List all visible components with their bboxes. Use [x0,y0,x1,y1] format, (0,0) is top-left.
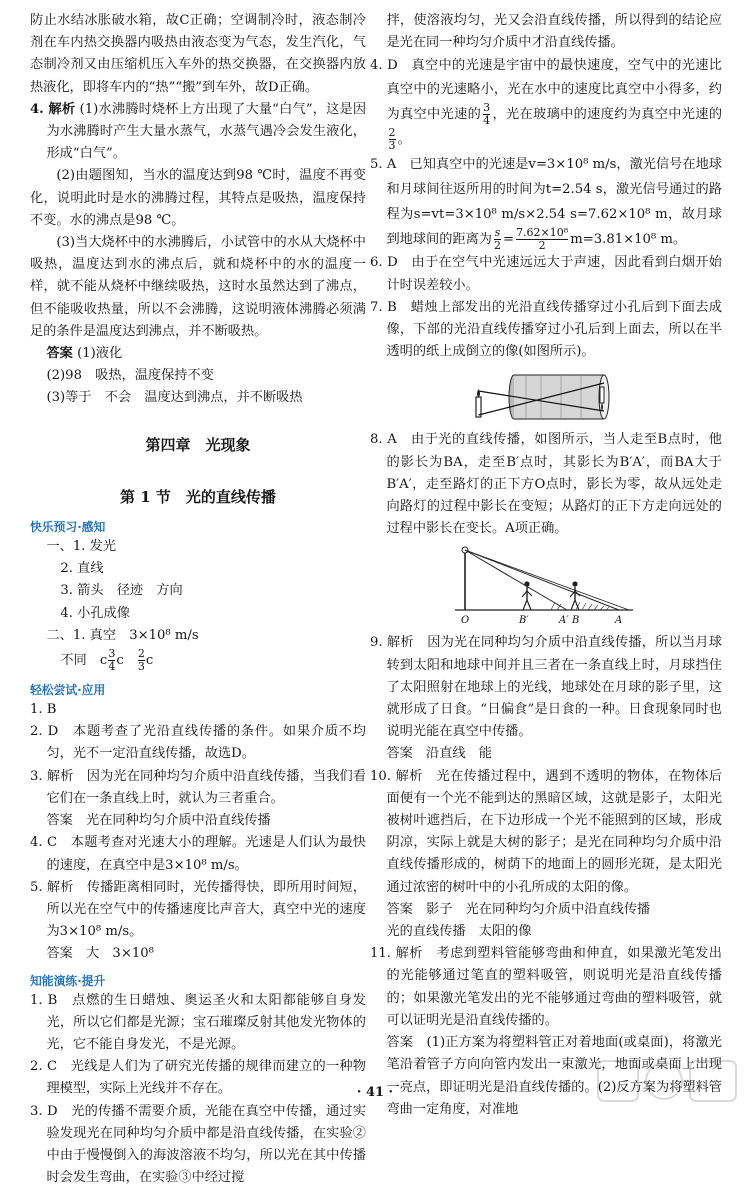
fraction-3-4 [483,102,490,127]
lesson-title: 第 1 节 光的直线传播 [120,487,276,506]
q4-label: 4. 解析 [30,101,76,117]
practice-4-text-c: 。 [397,132,411,148]
practice-8: 8. A 由于光的直线传播，如图所示，当人走至B点时，他的影长为BA，走至B′点时，其影长为B′A′，而BA大于B′A′，走至路灯的正下方O点时，影长为零，故从远处走向路灯的过程中影长在变短；从路灯的正下方走向远处的过程中影长在变长。A项正确。 [370,432,722,537]
q4-answer-1: (1)液化 [77,346,123,362]
q4-text-1: (1)水沸腾时烧杯上方出现了大量“白气”，这是因为水沸腾时产生大量水蒸气，水蒸气遇冷会发生液化，形成“白气”。 [46,101,367,162]
practice-3: 3. D 光的传播不需要介质，光能在真空中传播，通过实验发现光在同种均匀介质中都是沿直线传播，在实验②中由于慢慢倒入的海波溶液不均匀，所以光在其中传播时会发生弯曲，在实验③中经过搅 [30,1103,366,1186]
practice-6: 6. D 由于在空气中光速远远大于声速，因此看到白烟开始计时误差较小。 [370,255,722,293]
preview-5: 二、1. 真空 3×10⁸ m/s [46,627,199,643]
label-a-prime: A′ [559,615,569,627]
practice-10-answer-1: 答案 影子 光在同种均匀介质中沿直线传播 [386,901,651,917]
fraction-s-2 [494,227,501,252]
q4-text-2: (2)由题图知，当水的温度达到98 ℃时，温度不再变化，说明此时是水的沸腾过程，其特点是吸热，温度保持不变。水的沸点是98 ℃。 [30,168,366,228]
fraction-num: 2 [137,647,145,661]
fraction-num: s [494,226,501,240]
preview-4: 4. 小孔成像 [60,605,130,621]
candle [476,389,481,417]
section-try: 轻松尝试·应用 [30,683,106,698]
practice-5 [370,152,722,252]
fraction-3-4 [108,648,115,673]
label-a: A [615,615,623,627]
fraction-num: 7.62×10⁸ [516,226,569,240]
fraction-den: 4 [108,660,116,674]
label-o: O [461,615,470,627]
q4-answer [30,343,366,365]
fraction-den: 3 [388,139,396,153]
try-4: 4. C 本题考查对光速大小的理解。光速是人们认为最快的速度，在真空中是3×10⁸ m/s。 [30,835,366,873]
page-number: · 41 · [356,1085,394,1100]
practice-4 [370,54,722,152]
section-practice: 知能演练·提升 [30,973,106,988]
fraction-den: 2 [538,239,546,253]
pinhole-camera-figure [466,367,626,425]
q4-text-3: (3)当大烧杯中的水沸腾后，小试管中的水从大烧杯中吸热，温度达到水的沸点后，就和烧杯中的水的温度一样，就不能从烧杯中继续吸热，这时水虽然达到了沸点，但不能吸收热量，所以不会沸腾，这说明液体沸腾必须满足的条件是温度达到沸点，并不断吸热。 [30,235,366,339]
practice-4-text-b: ，光在玻璃中的速度约为真空中光速的 [492,107,723,123]
shadow-lines [465,550,629,610]
street-lamp-shadow-figure [451,544,641,628]
fraction-num: 2 [388,126,396,140]
try-1: 1. B [30,702,57,718]
q4-analysis [30,99,366,166]
practice-10-answer-2: 光的直线传播 太阳的像 [386,924,532,940]
practice-11: 11. 解析 考虑到塑料管能够弯曲和伸直，如果激光笔发出的光能够通过笔直的塑料吸管，则说明光是沿直线传播的；如果激光笔发出的光不能够通过弯曲的塑料吸管，就可以证明光是沿直线传播的。 [370,946,722,1028]
practice-5-eq: = [503,232,515,248]
right-column [370,10,722,1121]
practice-7: 7. B 蜡烛上部发出的光沿直线传播穿过小孔后到下面去成像，下部的光沿直线传播穿过小孔后到上面去，所以在半透明的纸上成倒立的像(如图所示)。 [370,299,722,360]
preview-3: 3. 箭头 径迹 方向 [60,583,183,599]
preview-1: 一、1. 发光 [46,539,117,555]
para-cont: 防止水结冰胀破水箱，故C正确；空调制冷时，液态制冷剂在车内热交换器内吸热由液态变为气态，发生汽化，气态制冷剂又由压缩机压入车外的热交换器，在交换器内放热液化，即将车内的“热”“搬”到车外，故D正确。 [30,13,366,95]
try-2: 2. D 本题考查了光沿直线传播的条件。如果介质不均匀，光不一定沿直线传播，故选D。 [30,724,366,762]
label-b: B [572,615,580,627]
walking-person-near [522,582,532,611]
try-5: 5. 解析 传播距离相同时，光传播得快，即所用时间短，所以光在空气中的传播速度比声音大，真空中光的速度为3×10⁸ m/s。 [30,879,366,940]
fraction-2-3 [138,648,145,673]
preview-6-text: 不同 c [60,653,108,669]
practice-11-answer: 答案 (1)正方案为将塑料管正对着地面(或桌面)，将激光笔沿着管子方向向管内发出一束激光，地面或桌面上出现一亮点，即证明光是沿直线传播的。(2)反方案为将塑料管弯曲一定角度，对准地 [386,1035,722,1117]
practice-9-answer: 答案 沿直线 能 [386,746,492,762]
preview-2: 2. 直线 [60,561,104,577]
fraction-num: 3 [483,101,491,115]
practice-1: 1. B 点燃的生日蜡烛、奥运圣火和太阳都能够自身发光，所以它们都是光源；宝石璀璨反射其他发光物体的光，它不能自身发光，不是光源。 [30,992,366,1052]
practice-3-cont: 拌，使溶液均匀，光又会沿直线传播，所以得到的结论应是光在同一种均匀介质中才沿直线传播。 [386,13,722,51]
watermark-logo [594,1055,744,1111]
fraction-distance [516,227,568,252]
practice-5-text: 5. A 已知真空中的光速是v=3×10⁸ m/s，激光信号在地球和月球间往返所用的时间为t=2.54 s，激光信号通过的路程为s=vt=3×10⁸ m/s×2.54 s=7.62×10⁸ m，故月球到地球间的距离为 [370,157,722,248]
q4-answer-3: (3)等于 不会 温度达到沸点，并不断吸热 [46,390,303,406]
preview-6 [30,647,366,675]
left-column [30,10,366,1189]
try-5-answer: 答案 大 3×10⁸ [46,946,154,962]
fraction-den: 3 [137,660,145,674]
camera-box [509,375,609,419]
section-preview: 快乐预习·感知 [30,520,106,535]
q4-answer-2: (2)98 吸热，温度保持不变 [46,368,214,384]
street-lamp [462,547,468,610]
fraction-num: 3 [108,647,116,661]
practice-10: 10. 解析 光在传播过程中，遇到不透明的物体，在物体后面便有一个光不能到达的黑暗区域，这就是影子，太阳光被树叶遮挡后，在下边形成一个光不能照到的区域，形成阴凉，实际上就是大树的影子；是光在同种均匀介质中沿直线传播形成的，树荫下的地面上的圆形光斑，是太阳光通过浓密的树叶中的小孔所成的太阳的像。 [370,768,722,895]
chapter-title: 第四章 光现象 [145,435,251,454]
practice-9: 9. 解析 因为光在同种均匀介质中沿直线传播，所以当月球转到太阳和地球中间并且三者在一条直线上时，月球挡住了太阳照射在地球上的光线，地球处在月球的影子里，这就形成了日食。“日偏食”是日食的一种。日食现象同时也说明光能在真空中传播。 [370,635,722,740]
try-3: 3. 解析 因为光在同种均匀介质中沿直线传播，当我们看它们在一条直线上时，就认为三者重合。 [30,768,366,806]
label-b-prime: B′ [519,615,529,627]
answer-label: 答案 [46,346,73,362]
practice-5-result: m=3.81×10⁸ m。 [570,232,687,248]
preview-6-mid: c [116,653,137,669]
point-labels [461,615,622,626]
practice-2: 2. C 光线是人们为了研究光传播的规律而建立的一种物理模型，实际上光线并不存在。 [30,1059,366,1097]
fraction-2-3 [389,127,396,152]
try-3-answer: 答案 光在同种均匀介质中沿直线传播 [46,813,271,829]
fraction-den: 4 [483,114,491,128]
practice-4-text: 4. D 真空中的光速是宇宙中的最快速度，空气中的光速比真空中的光速略小，光在水中的速度比真空中小得多，约为真空中光速的 [370,58,722,123]
preview-6-end: c [145,653,154,669]
fraction-den: 2 [494,239,501,253]
